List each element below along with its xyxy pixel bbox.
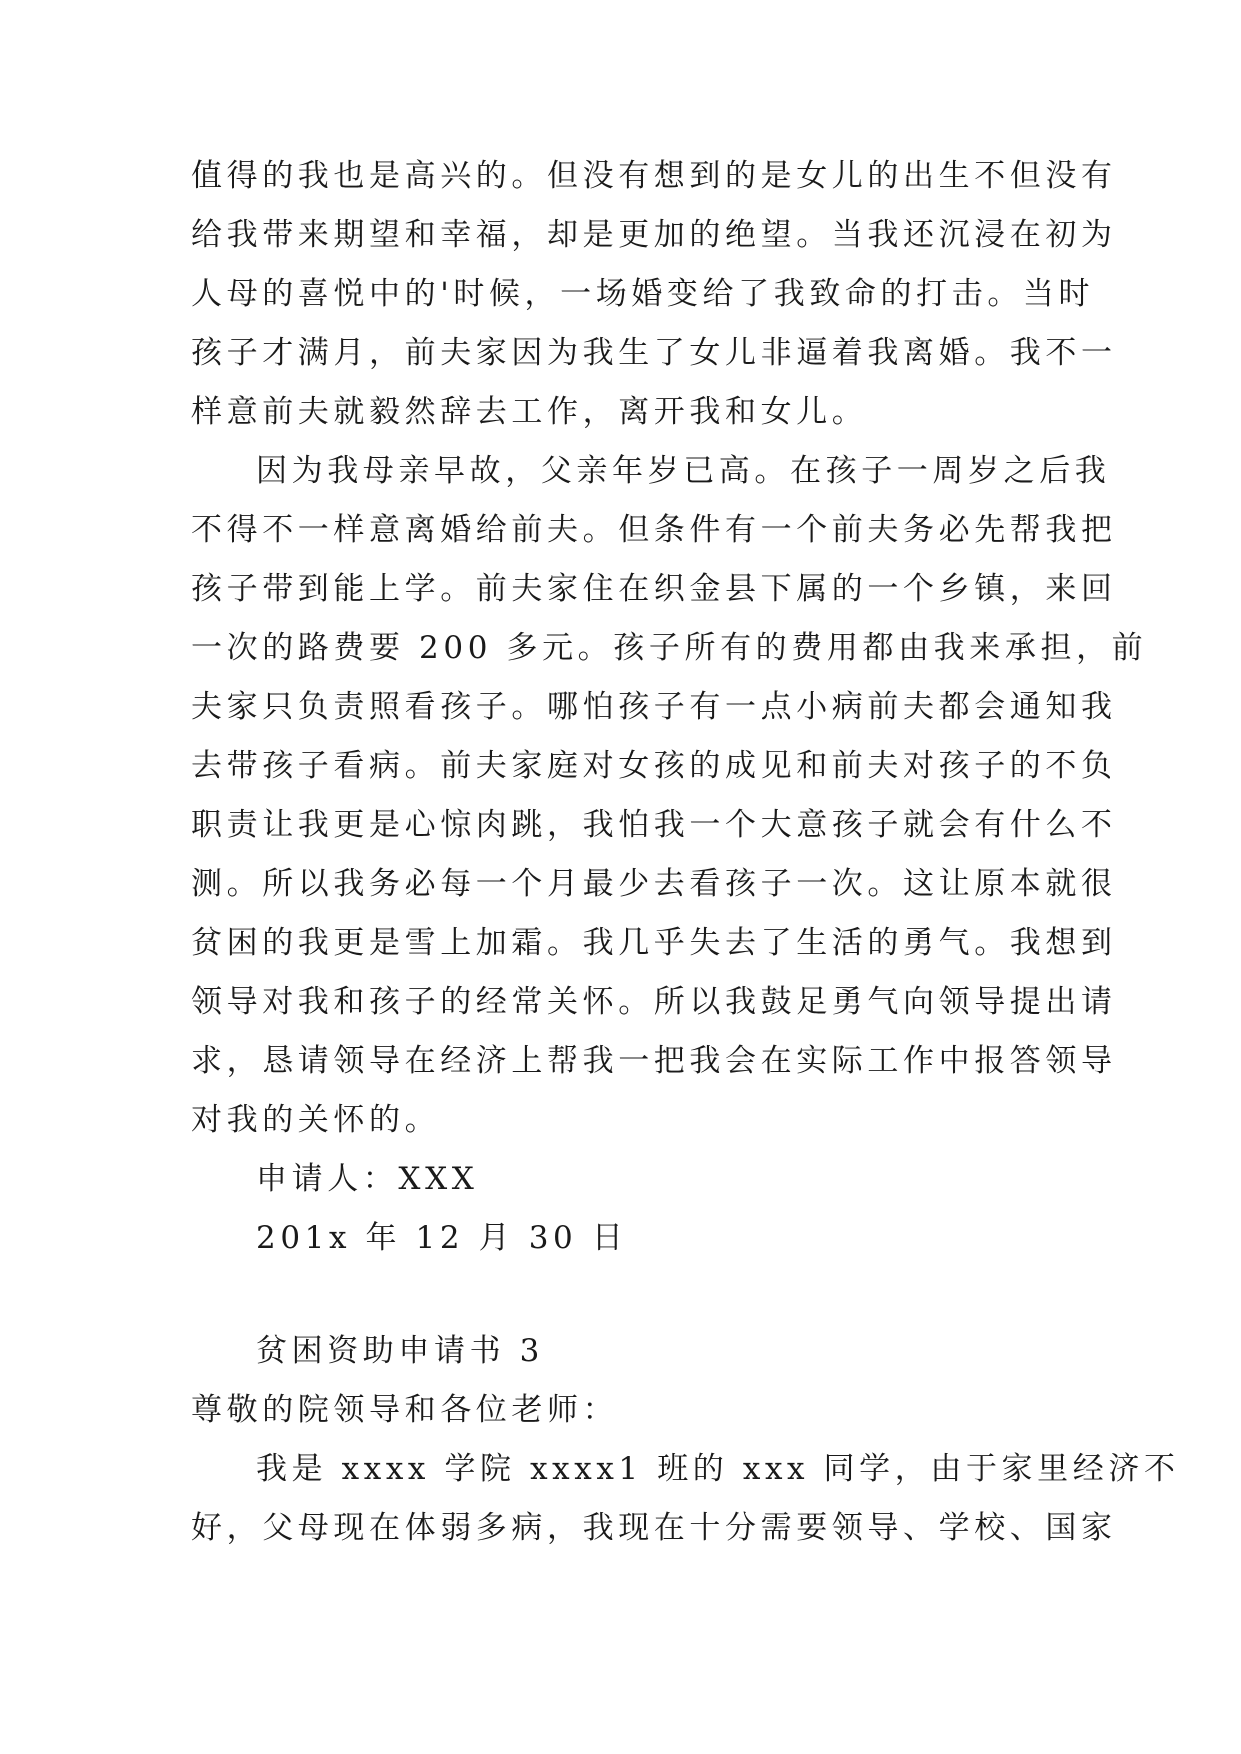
text-line: 给我带来期望和幸福，却是更加的绝望。当我还沉浸在初为 bbox=[191, 217, 1117, 253]
text-line: 夫家只负责照看孩子。哪怕孩子有一点小病前夫都会通知我 bbox=[191, 689, 1117, 725]
text-line: 对我的关怀的。 bbox=[191, 1102, 441, 1138]
applicant-signature: 申请人：XXX bbox=[256, 1161, 479, 1197]
application-date: 201x 年 12 月 30 日 bbox=[256, 1220, 628, 1256]
salutation: 尊敬的院领导和各位老师： bbox=[191, 1392, 619, 1428]
paragraph-start-line: 因为我母亲早故，父亲年岁已高。在孩子一周岁之后我 bbox=[256, 453, 1111, 489]
text-line: 求，恳请领导在经济上帮我一把我会在实际工作中报答领导 bbox=[191, 1043, 1117, 1079]
text-line: 人母的喜悦中的'时候，一场婚变给了我致命的打击。当时 bbox=[191, 276, 1095, 312]
text-line: 好，父母现在体弱多病，我现在十分需要领导、学校、国家 bbox=[191, 1510, 1117, 1546]
text-line: 样意前夫就毅然辞去工作，离开我和女儿。 bbox=[191, 394, 868, 430]
text-line: 孩子带到能上学。前夫家住在织金县下属的一个乡镇，来回 bbox=[191, 571, 1117, 607]
text-line: 孩子才满月，前夫家因为我生了女儿非逼着我离婚。我不一 bbox=[191, 335, 1117, 371]
text-line: 贫困的我更是雪上加霜。我几乎失去了生活的勇气。我想到 bbox=[191, 925, 1117, 961]
text-line: 一次的路费要 200 多元。孩子所有的费用都由我来承担，前 bbox=[191, 630, 1148, 666]
section-title: 贫困资助申请书 3 bbox=[256, 1333, 544, 1369]
text-line: 职责让我更是心惊肉跳，我怕我一个大意孩子就会有什么不 bbox=[191, 807, 1117, 843]
text-line: 不得不一样意离婚给前夫。但条件有一个前夫务必先帮我把 bbox=[191, 512, 1117, 548]
text-line: 值得的我也是高兴的。但没有想到的是女儿的出生不但没有 bbox=[191, 158, 1117, 194]
text-line: 测。所以我务必每一个月最少去看孩子一次。这让原本就很 bbox=[191, 866, 1117, 902]
text-line: 领导对我和孩子的经常关怀。所以我鼓足勇气向领导提出请 bbox=[191, 984, 1117, 1020]
text-line: 去带孩子看病。前夫家庭对女孩的成见和前夫对孩子的不负 bbox=[191, 748, 1117, 784]
paragraph-start-line: 我是 xxxx 学院 xxxx1 班的 xxx 同学，由于家里经济不 bbox=[256, 1451, 1180, 1487]
